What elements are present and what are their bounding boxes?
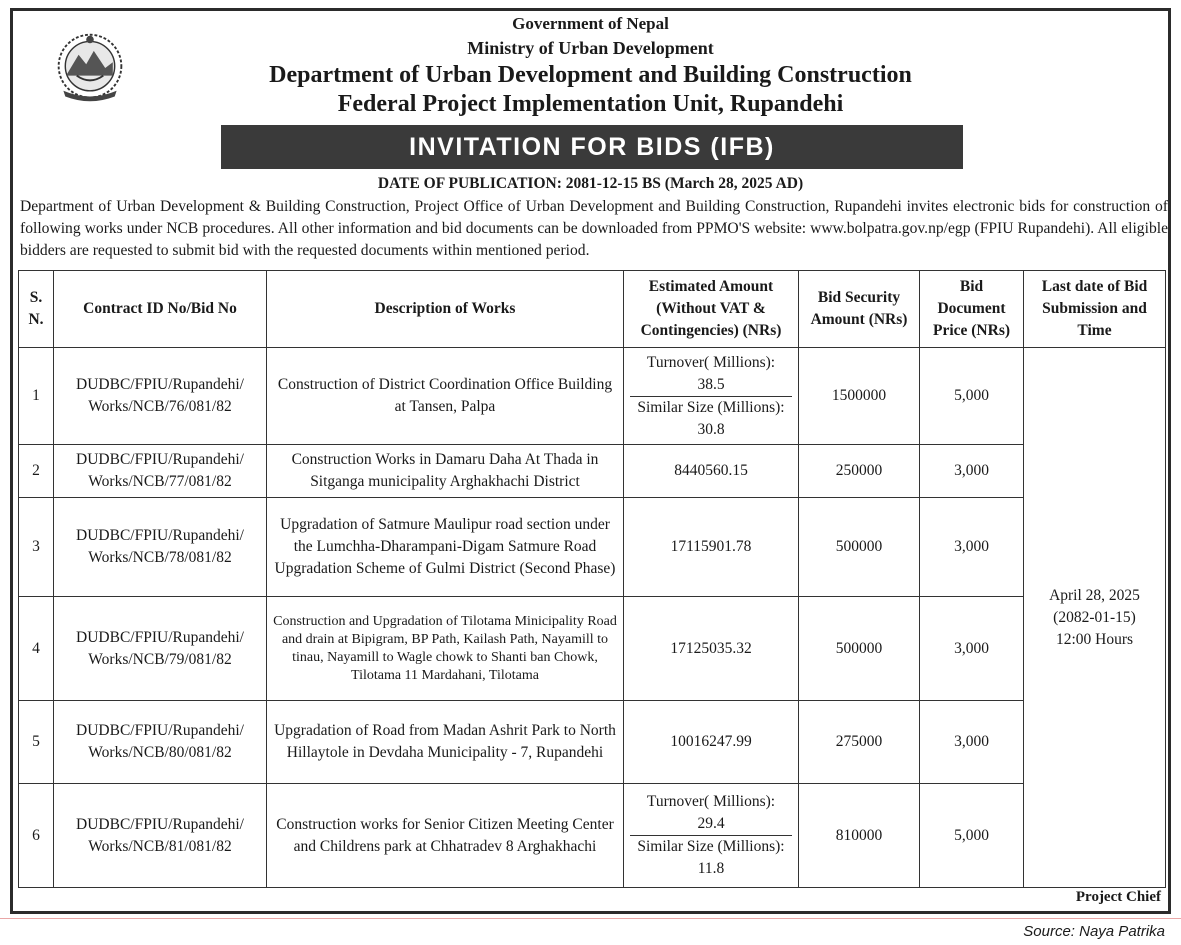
row-contract	[54, 498, 267, 597]
row-description: Construction works for Senior Citizen Meeting Center and Childrens park at Chhatradev 8 Arghakhachi	[267, 784, 624, 888]
header-government: Government of Nepal	[512, 14, 669, 33]
header-ministry: Ministry of Urban Development	[467, 38, 714, 58]
row-security: 250000	[799, 445, 920, 498]
contract-line: DUDBC/FPIU/Rupandehi/	[76, 527, 244, 544]
row-contract	[54, 597, 267, 701]
row-estimate: 17115901.78	[624, 498, 799, 597]
similar-size-value: 11.8	[697, 860, 725, 877]
header-estimate: Estimated Amount (Without VAT & Contingencies) (NRs)	[624, 271, 799, 348]
header-price: Bid Document Price (NRs)	[920, 271, 1024, 348]
row-description: Upgradation of Road from Madan Ashrit Park to North Hillaytole in Devdaha Municipality - 7, Rupandehi	[267, 701, 624, 784]
publication-date: DATE OF PUBLICATION: 2081-12-15 BS (March 28, 2025 AD)	[377, 175, 804, 192]
table-row	[19, 784, 1166, 888]
contract-line: Works/NCB/80/081/82	[88, 744, 232, 761]
row-security: 500000	[799, 597, 920, 701]
contract-line: DUDBC/FPIU/Rupandehi/	[76, 722, 244, 739]
row-estimate	[624, 784, 799, 888]
row-price: 5,000	[920, 348, 1024, 445]
contract-line: Works/NCB/77/081/82	[88, 473, 232, 490]
row-security: 810000	[799, 784, 920, 888]
turnover-value: 29.4	[697, 815, 725, 832]
table-row	[19, 498, 1166, 597]
table-header-row	[19, 271, 1166, 348]
header-unit: Federal Project Implementation Unit, Rupandehi	[337, 91, 844, 117]
deadline-date: April 28, 2025	[1049, 586, 1140, 604]
row-price: 5,000	[920, 784, 1024, 888]
row-security: 500000	[799, 498, 920, 597]
row-sn: 2	[19, 445, 54, 498]
divider	[0, 918, 1181, 919]
row-description: Construction and Upgradation of Tilotama Minicipality Road and drain at Bipigram, BP Path, Kailash Path, Nayamill to tinau, Nayamill to Wagle chowk to Shanti ban Chowk, Tilotama 11 Mardahani, Tilotama	[267, 597, 624, 701]
similar-size-label: Similar Size (Millions):	[637, 398, 785, 416]
header-sn: S. N.	[19, 271, 54, 348]
row-security: 275000	[799, 701, 920, 784]
contract-line: Works/NCB/78/081/82	[88, 549, 232, 566]
row-price: 3,000	[920, 445, 1024, 498]
contract-line: DUDBC/FPIU/Rupandehi/	[76, 815, 244, 833]
table-row	[19, 597, 1166, 701]
turnover-cell	[630, 352, 792, 396]
row-sn: 3	[19, 498, 54, 597]
table-row	[19, 348, 1166, 445]
row-estimate: 8440560.15	[624, 445, 799, 498]
row-description: Construction Works in Damaru Daha At Thada in Sitganga municipality Arghakhachi District	[267, 445, 624, 498]
contract-line: DUDBC/FPIU/Rupandehi/	[76, 376, 244, 393]
row-estimate	[624, 348, 799, 445]
row-description: Construction of District Coordination Office Building at Tansen, Palpa	[267, 348, 624, 445]
row-price: 3,000	[920, 701, 1024, 784]
row-sn: 4	[19, 597, 54, 701]
header-description: Description of Works	[267, 271, 624, 348]
row-price: 3,000	[920, 498, 1024, 597]
intro-paragraph: Department of Urban Development & Building Construction, Project Office of Urban Development and Building Construction, Rupandehi invites electronic bids for construction of following works under NCB procedures. All other information and bid documents can be downloaded from PPMO'S website: www.bolpatra.gov.np/egp (FPIU Rupandehi). All eligible bidders are requested to submit bid with the requested documents within mentioned period.	[20, 198, 1168, 259]
turnover-label: Turnover( Millions):	[646, 353, 776, 371]
contract-line: Works/NCB/76/081/82	[88, 398, 232, 415]
row-sn: 6	[19, 784, 54, 888]
contract-line: Works/NCB/81/081/82	[88, 837, 232, 855]
row-estimate: 17125035.32	[624, 597, 799, 701]
turnover-label: Turnover( Millions):	[646, 793, 776, 810]
bids-table	[18, 270, 1166, 888]
similar-size-cell	[630, 396, 792, 441]
contract-line: Works/NCB/79/081/82	[88, 650, 232, 668]
row-contract	[54, 445, 267, 498]
deadline-bs-date: (2082-01-15)	[1053, 608, 1136, 626]
deadline-time: 12:00 Hours	[1055, 630, 1134, 648]
source-credit: Source: Naya Patrika	[1023, 923, 1165, 940]
row-estimate: 10016247.99	[624, 701, 799, 784]
header-security: Bid Security Amount (NRs)	[799, 271, 920, 348]
row-sn: 5	[19, 701, 54, 784]
signature-project-chief: Project Chief	[1075, 889, 1161, 905]
header-department: Department of Urban Development and Building Construction	[269, 62, 912, 88]
similar-size-value: 30.8	[697, 420, 725, 438]
ifb-banner: INVITATION FOR BIDS (IFB)	[221, 125, 963, 169]
deadline-cell	[1024, 348, 1166, 888]
turnover-cell	[630, 791, 792, 835]
row-contract	[54, 784, 267, 888]
row-contract	[54, 348, 267, 445]
row-security: 1500000	[799, 348, 920, 445]
similar-size-cell	[630, 835, 792, 880]
contract-line: DUDBC/FPIU/Rupandehi/	[76, 628, 244, 646]
row-sn: 1	[19, 348, 54, 445]
table-row	[19, 445, 1166, 498]
header-contract: Contract ID No/Bid No	[54, 271, 267, 348]
row-description: Upgradation of Satmure Maulipur road section under the Lumchha-Dharampani-Digam Satmure Road Upgradation Scheme of Gulmi District (Second Phase)	[267, 498, 624, 597]
row-price: 3,000	[920, 597, 1024, 701]
contract-line: DUDBC/FPIU/Rupandehi/	[76, 451, 244, 468]
similar-size-label: Similar Size (Millions):	[637, 838, 785, 855]
table-row	[19, 701, 1166, 784]
header-deadline: Last date of Bid Submission and Time	[1024, 271, 1166, 348]
turnover-value: 38.5	[697, 375, 725, 393]
row-contract	[54, 701, 267, 784]
